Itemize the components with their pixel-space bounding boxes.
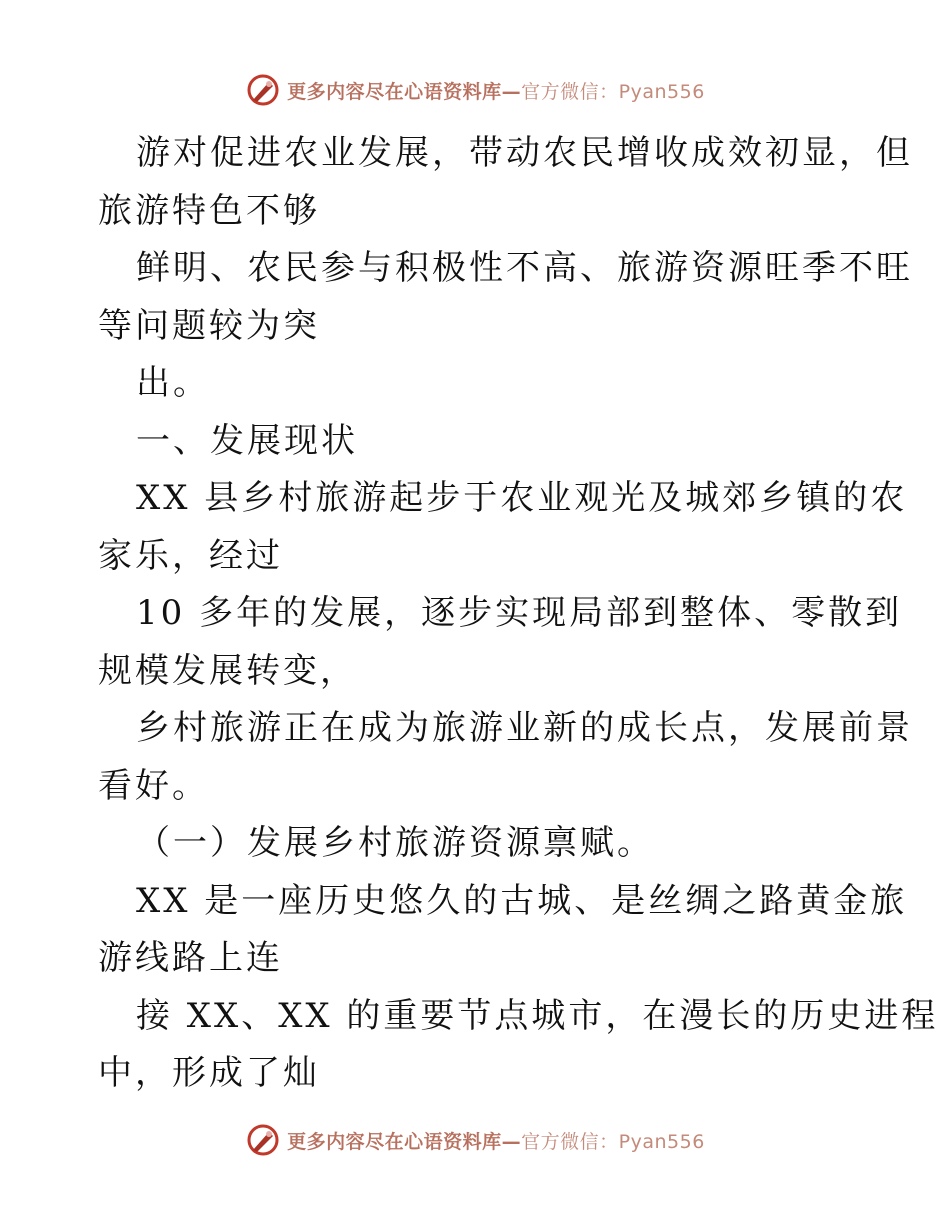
document-body <box>98 125 939 1103</box>
text-line: 乡村旅游正在成为旅游业新的成长点，发展前景 <box>136 708 913 748</box>
text-line: 游对促进农业发展，带动农民增收成效初显，但 <box>136 133 913 173</box>
text-line: 看好。 <box>98 765 209 806</box>
watermark-banner-bottom <box>0 1120 950 1160</box>
watermark-text: 更多内容尽在心语资料库—官方微信：Pyan556 <box>287 80 705 103</box>
pen-logo-icon <box>245 1122 281 1158</box>
text-line: 家乐，经过 <box>98 535 283 576</box>
text-line: XX 县乡村旅游起步于农业观光及城郊乡镇的农 <box>136 478 908 518</box>
text-line: 出。 <box>136 363 210 403</box>
text-line: 接 XX、XX 的重要节点城市，在漫长的历史进程 <box>136 995 939 1036</box>
text-line: 游线路上连 <box>98 938 283 978</box>
text-line: 旅游特色不够 <box>98 190 320 231</box>
text-line: XX 是一座历史悠久的古城、是丝绸之路黄金旅 <box>136 880 908 921</box>
text-line: 等问题较为突 <box>98 305 320 346</box>
text-line: 规模发展转变， <box>98 650 357 691</box>
text-line: 10 多年的发展，逐步实现局部到整体、零散到 <box>136 593 903 633</box>
watermark-banner-top <box>0 70 950 110</box>
watermark-text: 更多内容尽在心语资料库—官方微信：Pyan556 <box>287 1130 705 1153</box>
text-line: 一、发展现状 <box>136 420 358 461</box>
text-line: （一）发展乡村旅游资源禀赋。 <box>136 823 654 863</box>
text-line: 中，形成了灿 <box>98 1053 320 1093</box>
pen-logo-icon <box>245 72 281 108</box>
text-line: 鲜明、农民参与积极性不高、旅游资源旺季不旺 <box>136 248 913 288</box>
